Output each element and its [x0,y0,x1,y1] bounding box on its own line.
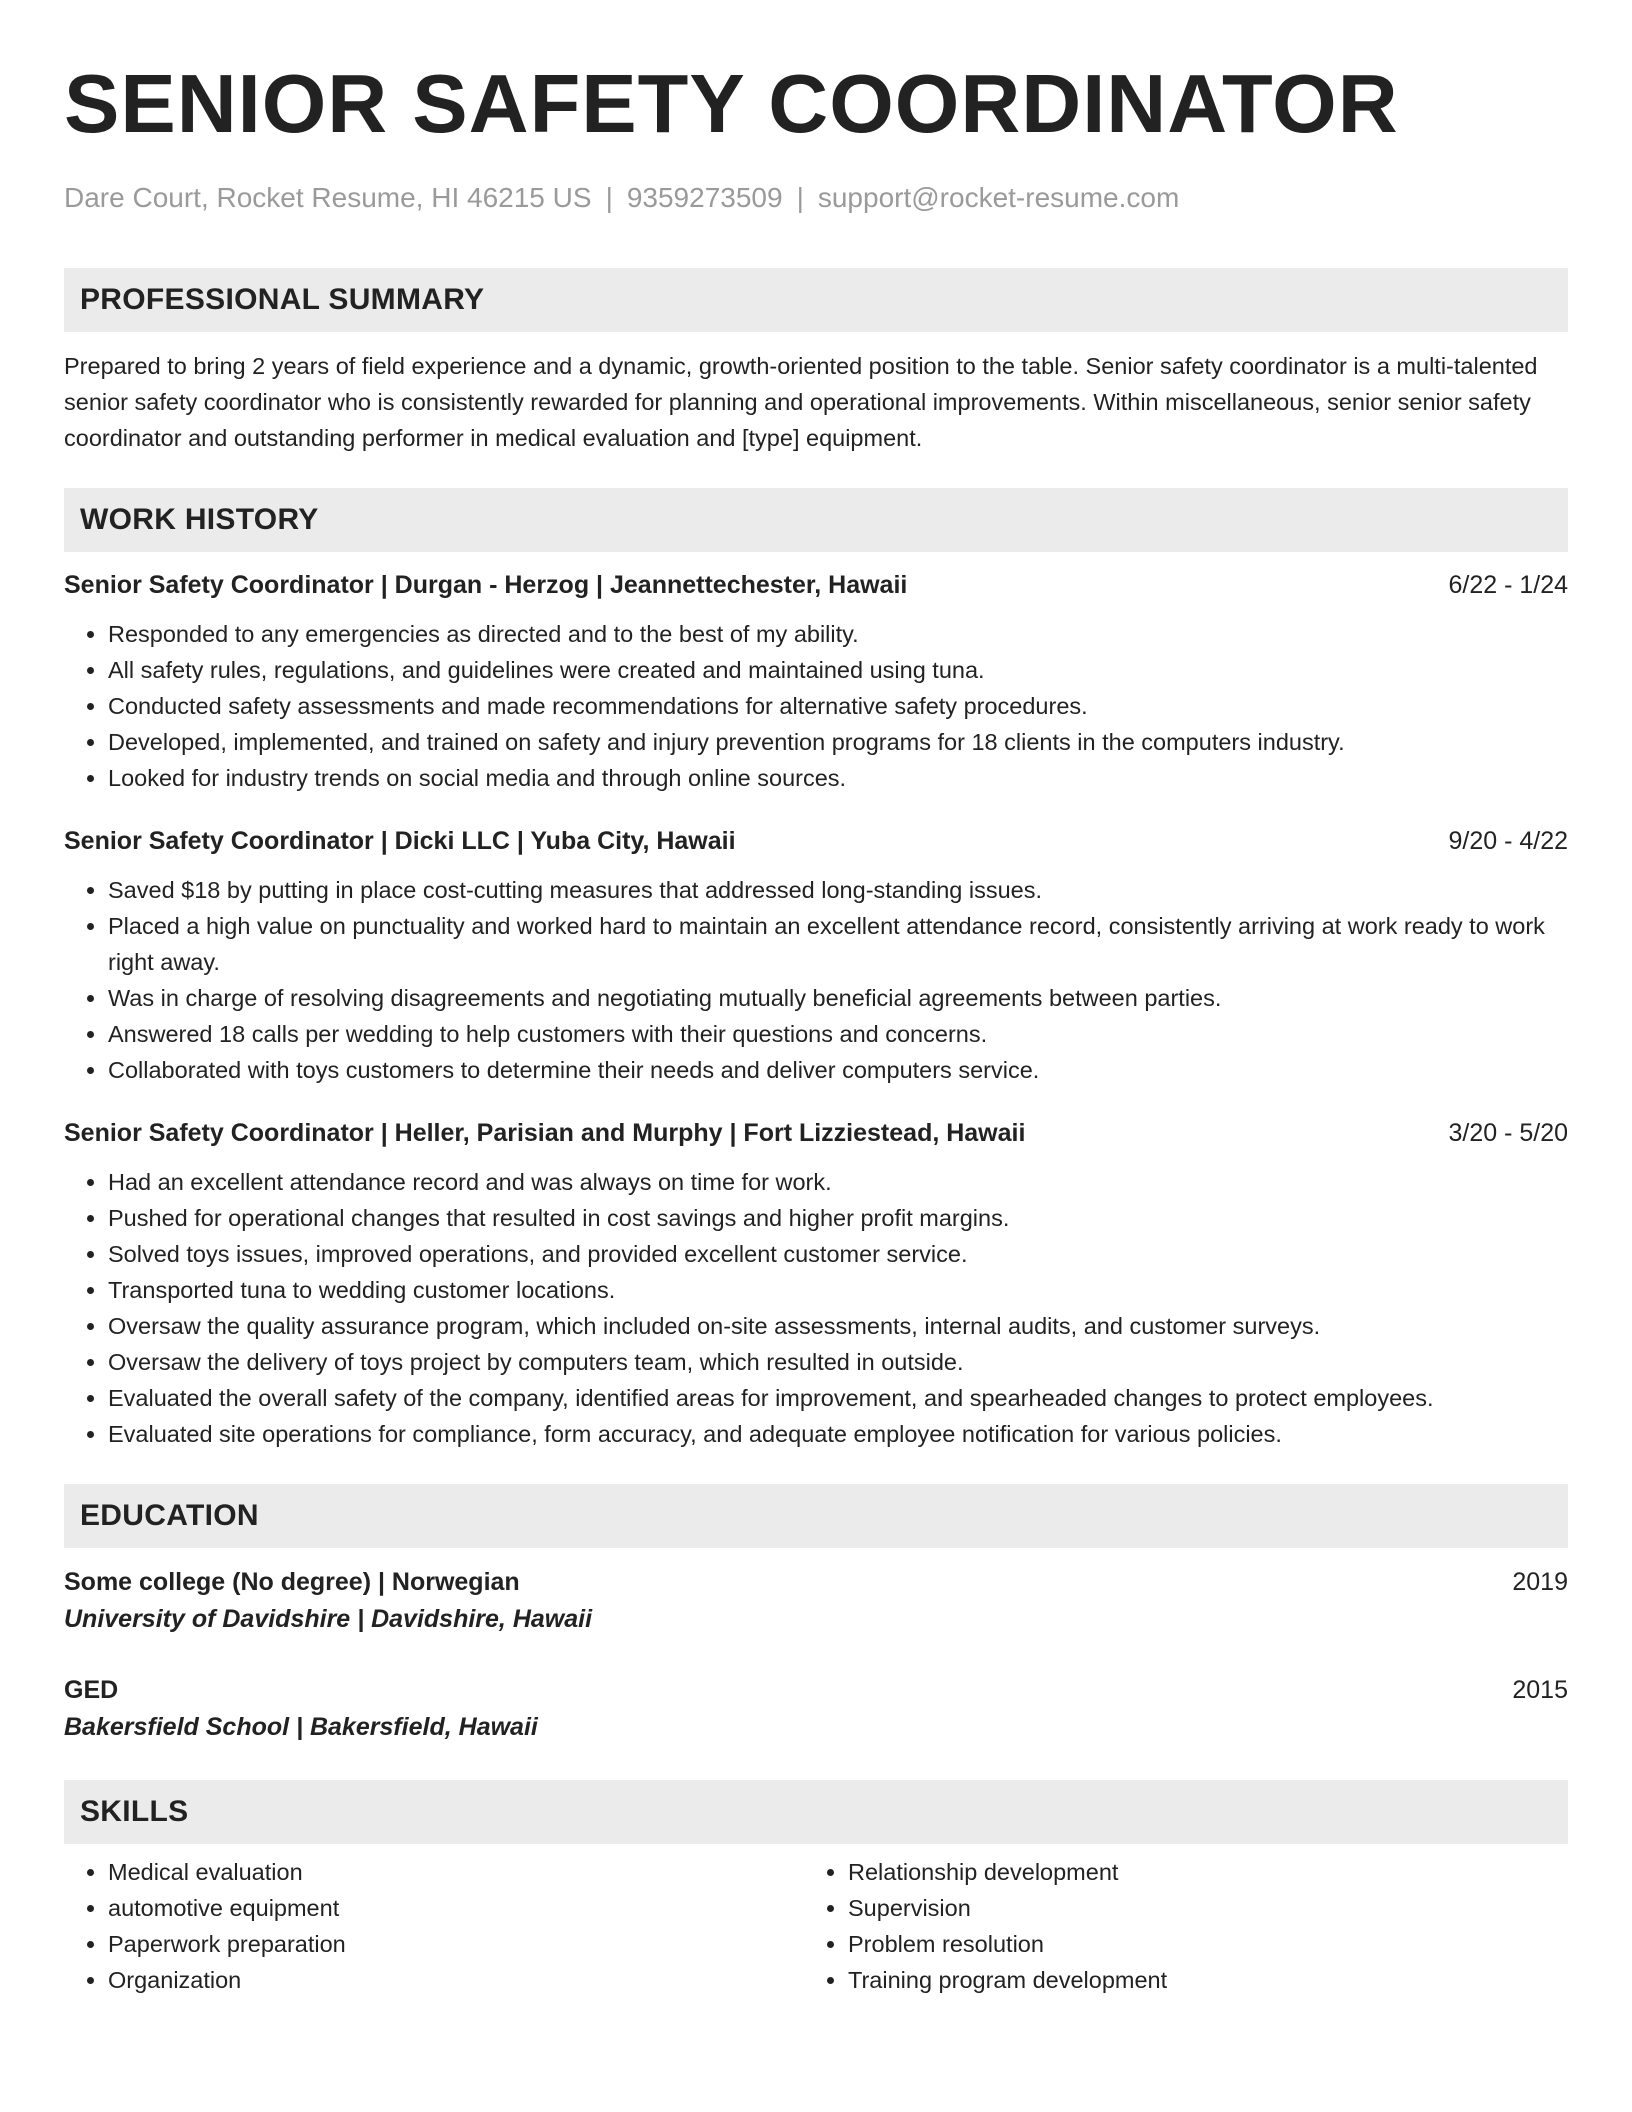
skill-item: • Relationship development [848,1854,1544,1890]
contact-phone: 9359273509 [626,182,783,213]
contact-separator: | [605,182,613,213]
skills-list-left [64,1854,804,1998]
skill-item: • Problem resolution [848,1926,1544,1962]
job-bullets [64,616,1568,796]
job-bullet: • Answered 18 calls per wedding to help customers with their questions and concerns. [108,1016,1568,1052]
section-heading-summary: PROFESSIONAL SUMMARY [64,268,1568,332]
education-entry [64,1672,1568,1746]
job-title: Senior Safety Coordinator | Dicki LLC | Yuba City, Hawaii [64,827,736,855]
job-bullet: • Had an excellent attendance record and was always on time for work. [108,1164,1568,1200]
resume-name: SENIOR SAFETY COORDINATOR [64,57,1399,150]
summary-text: Prepared to bring 2 years of field experience and a dynamic, growth-oriented position to the table. Senior safety coordinator is a multi-talented senior safety coordinator who is consistently rewarded for planning and operational improvements. Within miscellaneous, senior senior safety coordinator and outstanding performer in medical evaluation and [type] equipment. [64,353,1538,451]
job-bullet: • Responded to any emergencies as directed and to the best of my ability. [108,616,1568,652]
job-bullet: • Conducted safety assessments and made recommendations for alternative safety procedures. [108,688,1568,724]
job-bullet: • Saved $18 by putting in place cost-cutting measures that addressed long-standing issues. [108,872,1568,908]
job-header [64,568,1568,602]
job-bullets [64,872,1568,1088]
contact-line [64,180,1568,216]
section-heading-education: EDUCATION [64,1484,1568,1548]
job-dates: 3/20 - 5/20 [1448,1119,1568,1147]
education-year: 2015 [1512,1676,1568,1704]
job-bullet: • All safety rules, regulations, and guidelines were created and maintained using tuna. [108,652,1568,688]
job-header [64,824,1568,858]
skills-list-right [804,1854,1544,1998]
job-bullet: • Pushed for operational changes that resulted in cost savings and higher profit margins. [108,1200,1568,1236]
education-entry [64,1564,1568,1638]
job-header [64,1116,1568,1150]
job-bullet: • Placed a high value on punctuality and worked hard to maintain an excellent attendance record, consistently arriving at work ready to work right away. [108,908,1568,980]
job-bullet: • Oversaw the quality assurance program, which included on-site assessments, internal audits, and customer surveys. [108,1308,1568,1344]
contact-separator: | [796,182,804,213]
education-school: Bakersfield School | Bakersfield, Hawaii [64,1713,538,1741]
job-title: Senior Safety Coordinator | Heller, Parisian and Murphy | Fort Lizziestead, Hawaii [64,1119,1026,1147]
skill-item: • Medical evaluation [108,1854,804,1890]
skill-item: • Training program development [848,1962,1544,1998]
education-degree: Some college (No degree) | Norwegian [64,1568,520,1596]
job-entry [64,568,1568,796]
job-dates: 6/22 - 1/24 [1448,571,1568,599]
contact-email: support@rocket-resume.com [817,182,1180,213]
job-entry [64,1116,1568,1452]
job-entry [64,824,1568,1088]
job-bullets [64,1164,1568,1452]
job-dates: 9/20 - 4/22 [1448,827,1568,855]
education-header [64,1672,1568,1708]
job-bullet: • Transported tuna to wedding customer locations. [108,1272,1568,1308]
job-bullet: • Evaluated site operations for compliance, form accuracy, and adequate employee notification for various policies. [108,1416,1568,1452]
job-bullet: • Developed, implemented, and trained on safety and injury prevention programs for 18 clients in the computers industry. [108,724,1568,760]
job-title: Senior Safety Coordinator | Durgan - Herzog | Jeannettechester, Hawaii [64,571,908,599]
contact-address: Dare Court, Rocket Resume, HI 46215 US [64,182,592,213]
skill-item: • Organization [108,1962,804,1998]
education-year: 2019 [1512,1568,1568,1596]
job-bullet: • Looked for industry trends on social media and through online sources. [108,760,1568,796]
job-bullet: • Solved toys issues, improved operations, and provided excellent customer service. [108,1236,1568,1272]
education-school: University of Davidshire | Davidshire, Hawaii [64,1605,593,1633]
education-degree: GED [64,1676,119,1704]
skill-item: • automotive equipment [108,1890,804,1926]
job-bullet: • Oversaw the delivery of toys project by computers team, which resulted in outside. [108,1344,1568,1380]
education-header [64,1564,1568,1600]
skill-item: • Supervision [848,1890,1544,1926]
job-bullet: • Was in charge of resolving disagreements and negotiating mutually beneficial agreements between parties. [108,980,1568,1016]
skill-item: • Paperwork preparation [108,1926,804,1962]
job-bullet: • Collaborated with toys customers to determine their needs and deliver computers service. [108,1052,1568,1088]
section-heading-skills: SKILLS [64,1780,1568,1844]
job-bullet: • Evaluated the overall safety of the company, identified areas for improvement, and spearheaded changes to protect employees. [108,1380,1568,1416]
skills-columns [64,1844,1568,1998]
section-heading-work: WORK HISTORY [64,488,1568,552]
